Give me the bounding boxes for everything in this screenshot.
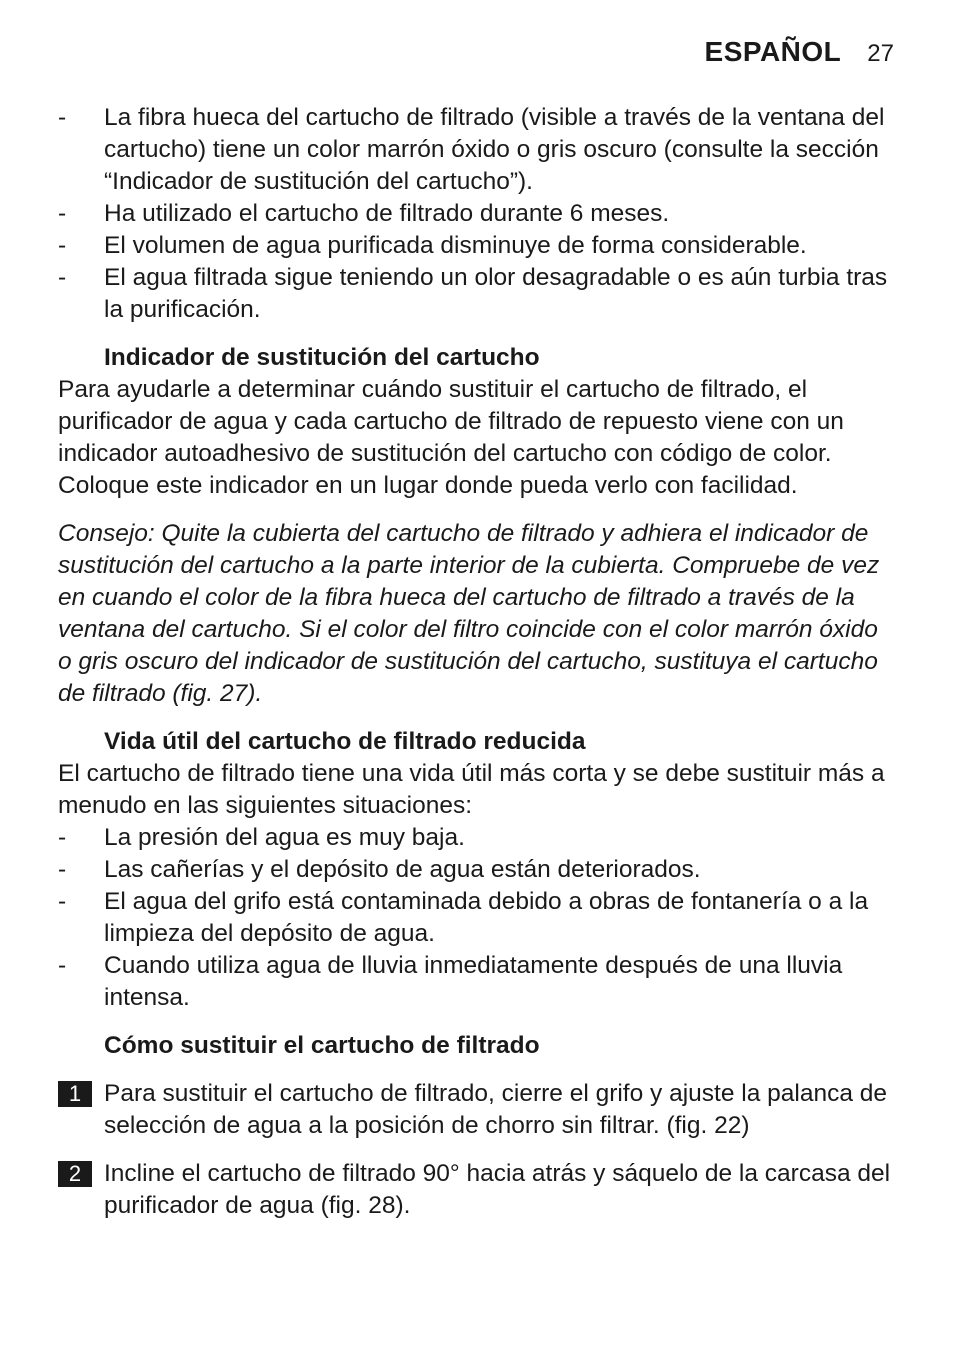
section-heading-indicator: Indicador de sustitución del cartucho [104, 344, 540, 371]
list-item: - Las cañerías y el depósito de agua están deteriorados. [58, 854, 898, 886]
step-2 [58, 1158, 898, 1222]
page-content [58, 102, 898, 1222]
section-heading-replace: Cómo sustituir el cartucho de filtrado [104, 1032, 540, 1059]
step-text: Incline el cartucho de filtrado 90° hacia atrás y sáquelo de la carcasa del purificador de agua (fig. 28). [104, 1160, 891, 1219]
list-item: - La presión del agua es muy baja. [58, 822, 898, 854]
bullet-dash: - [58, 104, 67, 131]
page-number: 27 [867, 40, 894, 67]
bullet-dash: - [58, 824, 67, 851]
reduced-life-paragraph: El cartucho de filtrado tiene una vida útil más corta y se debe sustituir más a menudo en las siguientes situaciones: [58, 760, 885, 819]
bullet-dash: - [58, 888, 67, 915]
bullet-dash: - [58, 264, 67, 291]
list-item: - Ha utilizado el cartucho de filtrado durante 6 meses. [58, 198, 898, 230]
language-label: ESPAÑOL [704, 36, 842, 67]
bullet-dash: - [58, 856, 67, 883]
page-header [705, 36, 894, 68]
list-item: - El agua del grifo está contaminada debido a obras de fontanería o a la limpieza del depósito de agua. [58, 888, 869, 947]
list-item: - El agua filtrada sigue teniendo un olor desagradable o es aún turbia tras la purificación. [58, 264, 888, 323]
bullet-dash: - [58, 952, 67, 979]
bullet-dash: - [58, 200, 67, 227]
list-item: - El volumen de agua purificada disminuye de forma considerable. [58, 230, 898, 262]
tip-paragraph: Consejo: Quite la cubierta del cartucho de filtrado y adhiera el indicador de sustitución del cartucho a la parte interior de la cubierta. Compruebe de vez en cuando el color de la fibra hueca del cartucho de filtrado a través de la ventana del cartucho. Si el color del filtro coincide con el color marrón óxido o gris oscuro del indicador de sustitución del cartucho, sustituya el cartucho de filtrado (fig. 27). [58, 520, 880, 707]
step-number-badge: 1 [58, 1081, 92, 1107]
list-item: - La fibra hueca del cartucho de filtrado (visible a través de la ventana del cartucho) tiene un color marrón óxido o gris oscuro (consulte la sección “Indicador de sustitución del cartucho”). [58, 104, 885, 195]
list-item: - Cuando utiliza agua de lluvia inmediatamente después de una lluvia intensa. [58, 952, 843, 1011]
step-1 [58, 1078, 898, 1142]
reduced-life-list [58, 822, 898, 1014]
bullet-dash: - [58, 232, 67, 259]
step-text: Para sustituir el cartucho de filtrado, cierre el grifo y ajuste la palanca de selección de agua a la posición de chorro sin filtrar. (fig. 22) [104, 1080, 888, 1139]
replacement-conditions-list [58, 102, 898, 326]
section-heading-reduced-life: Vida útil del cartucho de filtrado reducida [104, 728, 586, 755]
step-number-badge: 2 [58, 1161, 92, 1187]
indicator-paragraph: Para ayudarle a determinar cuándo sustituir el cartucho de filtrado, el purificador de agua y cada cartucho de filtrado de repuesto viene con un indicador autoadhesivo de sustitución del cartucho con código de color. Coloque este indicador en un lugar donde pueda verlo con facilidad. [58, 376, 844, 499]
